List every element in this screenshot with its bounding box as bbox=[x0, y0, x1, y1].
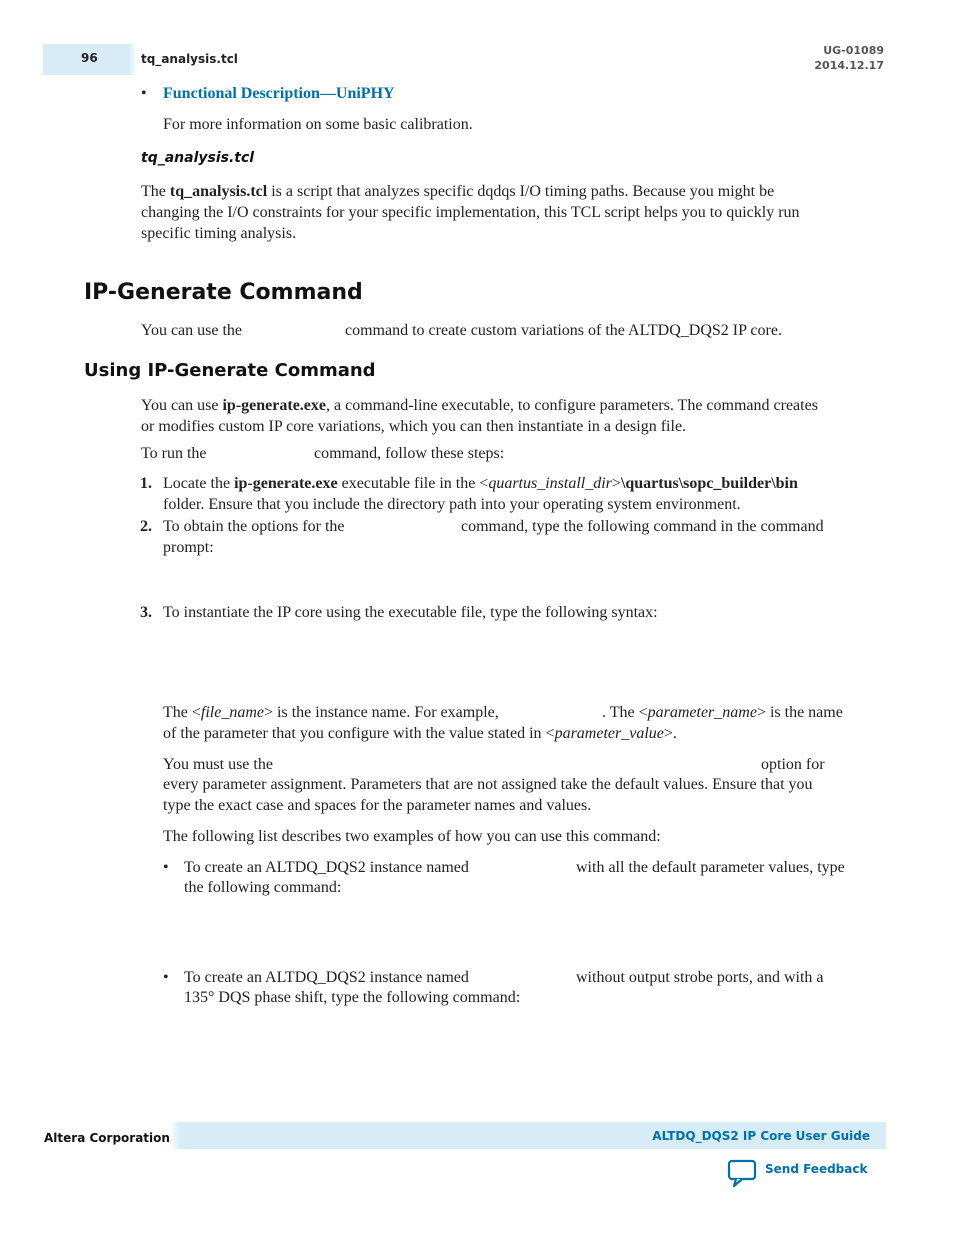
filename-text-c: of the parameter that you configure with the value stated in <parameter_value>. bbox=[163, 725, 677, 742]
step-2-text-a: To obtain the options for the bbox=[163, 518, 345, 535]
example-1-text-a: To create an ALTDQ_DQS2 instance named bbox=[184, 859, 469, 876]
page-number: 96 bbox=[81, 51, 98, 65]
step-2-text-c: prompt: bbox=[163, 539, 214, 556]
feedback-icon[interactable] bbox=[727, 1159, 757, 1187]
list-intro: The following list describes two examples of how you can use this command: bbox=[163, 828, 661, 845]
link-note: For more information on some basic calibration. bbox=[163, 116, 473, 133]
example-2-text-c: 135° DQS phase shift, type the following command: bbox=[184, 989, 521, 1006]
using-paragraph-1: You can use ip-generate.exe, a command-line executable, to configure parameters. The command creates or modifies custom IP core variations, which you can then instantiate in a design file. bbox=[141, 397, 818, 435]
must-use-b: option for bbox=[761, 756, 825, 773]
example-2-bullet: • bbox=[163, 969, 169, 986]
tq-paragraph: The tq_analysis.tcl is a script that analyzes specific dqdqs I/O timing paths. Because you might be changing the I/O constraints for your specific implementation, this TCL script helps you to quickly run specific timing analysis. bbox=[141, 183, 800, 242]
doc-date: 2014.12.17 bbox=[814, 59, 884, 72]
step-2-text-b: command, type the following command in the command bbox=[461, 518, 824, 535]
example-2-text-b: without output strobe ports, and with a bbox=[576, 969, 824, 986]
using-heading: Using IP-Generate Command bbox=[84, 360, 376, 381]
ip-generate-intro-a: You can use the bbox=[141, 322, 243, 339]
doc-meta bbox=[814, 43, 884, 73]
uniphy-link[interactable]: Functional Description—UniPHY bbox=[163, 85, 395, 102]
filename-text-b: . The <parameter_name> is the name bbox=[602, 704, 843, 721]
step-3-number: 3. bbox=[140, 604, 152, 621]
example-1-bullet: • bbox=[163, 859, 169, 876]
step-2-number: 2. bbox=[140, 518, 152, 535]
example-2-text-a: To create an ALTDQ_DQS2 instance named bbox=[184, 969, 469, 986]
tq-script-name: tq_analysis.tcl bbox=[169, 183, 268, 200]
footer-guide-title[interactable]: ALTDQ_DQS2 IP Core User Guide bbox=[652, 1129, 870, 1143]
footer-company: Altera Corporation bbox=[44, 1131, 170, 1145]
tq-heading: tq_analysis.tcl bbox=[141, 150, 255, 166]
must-use-a: You must use the bbox=[163, 756, 273, 773]
exe-name: ip-generate.exe bbox=[222, 397, 326, 414]
example-1-text-c: the following command: bbox=[184, 879, 342, 896]
filename-text-a: The <file_name> is the instance name. For example, bbox=[163, 704, 499, 721]
step-1-text: Locate the ip-generate.exe executable file in the <quartus_install_dir>\quartus\sopc_builder\bin folder. Ensure that you include the directory path into your operating system environment. bbox=[163, 475, 798, 513]
ip-generate-intro-b: command to create custom variations of the ALTDQ_DQS2 IP core. bbox=[345, 322, 782, 339]
bullet-glyph: • bbox=[141, 85, 147, 102]
ip-generate-heading: IP-Generate Command bbox=[84, 280, 363, 305]
using-paragraph-2-b: command, follow these steps: bbox=[314, 445, 505, 462]
step-3-text: To instantiate the IP core using the executable file, type the following syntax: bbox=[163, 604, 658, 621]
running-title: tq_analysis.tcl bbox=[141, 52, 238, 66]
step-1-number: 1. bbox=[140, 475, 152, 492]
example-1-text-b: with all the default parameter values, type bbox=[576, 859, 845, 876]
doc-id: UG-01089 bbox=[823, 44, 884, 57]
must-use-d: type the exact case and spaces for the parameter names and values. bbox=[163, 797, 592, 814]
must-use-c: every parameter assignment. Parameters that are not assigned take the default values. Ensure that you bbox=[163, 776, 813, 793]
using-paragraph-2-a: To run the bbox=[141, 445, 207, 462]
send-feedback-link[interactable]: Send Feedback bbox=[765, 1162, 868, 1176]
